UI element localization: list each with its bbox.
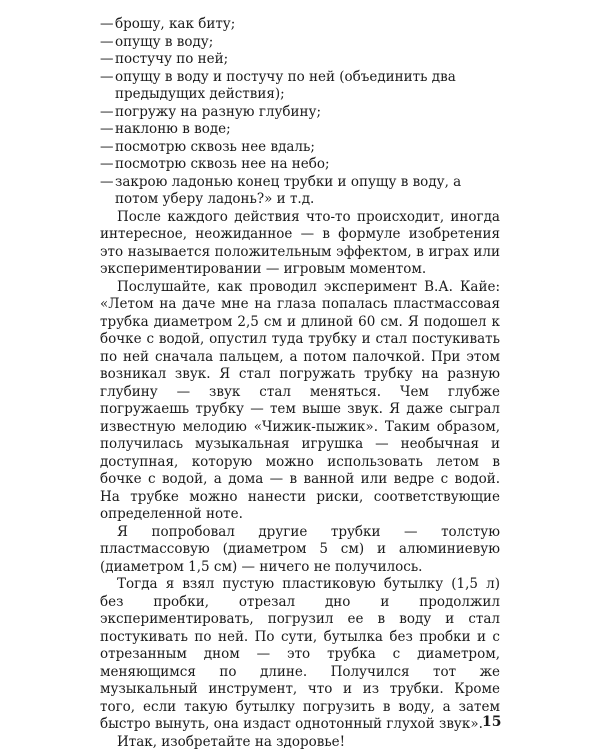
list-dash: — [100, 34, 114, 52]
list-dash: — [100, 139, 114, 157]
list-dash: — [100, 174, 114, 192]
list-item-text: постучу по ней; [115, 51, 500, 69]
list-item [100, 16, 500, 34]
page-body [100, 16, 500, 751]
list-item-text: опущу в воду и постучу по ней (объединить два предыдущих действия); [115, 69, 500, 104]
list-dash: — [100, 104, 114, 122]
list-item-text: опущу в воду; [115, 34, 500, 52]
list-item-text: брошу, как биту; [115, 16, 500, 34]
list-item-text: наклоню в воде; [115, 121, 500, 139]
action-list [100, 16, 500, 209]
paragraph-experiment: Послушайте, как проводил эксперимент В.А. Кайе: «Летом на даче мне на глаза попалась пластмассовая трубка диаметром 2,5 см и длиной 60 см. Я подошел к бочке с водой, опустил туда трубку и стал постукивать по ней сначала пальцем, а потом палочкой. При этом возникал звук. Я стал погружать трубку на разную глубину — звук стал меняться. Чем глубже погружаешь трубку — тем выше звук. Я даже сыграл известную мелодию «Чижик-пыжик». Таким образом, получилась музыкальная игрушка — необычная и доступная, которую можно использовать летом в бочке с водой, а дома — в ванной или ведре с водой. На трубке можно нанести риски, соответствующие определенной ноте. [100, 279, 500, 524]
list-item-text: посмотрю сквозь нее вдаль; [115, 139, 500, 157]
list-item-text: погружу на разную глубину; [115, 104, 500, 122]
list-item [100, 34, 500, 52]
list-dash: — [100, 121, 114, 139]
list-item [100, 51, 500, 69]
list-item [100, 104, 500, 122]
list-item-text: закрою ладонью конец трубки и опущу в воду, а потом уберу ладонь?» и т.д. [115, 174, 500, 209]
paragraph-bottle: Тогда я взял пустую пластиковую бутылку (1,5 л) без пробки, отрезал дно и продолжил экспериментировать, погрузил ее в воду и стал постукивать по ней. По сути, бутылка без пробки и с отрезанным дном — это трубка с диаметром, меняющимся по длине. Получился тот же музыкальный инструмент, что и из трубки. Кроме того, если такую бутылку погрузить в воду, а затем быстро вынуть, она издаст однотонный глухой звук». [100, 576, 500, 734]
paragraph-effect: После каждого действия что-то происходит, иногда интересное, неожиданное — в формуле изобретения это называется положительным эффектом, в играх или экспериментировании — игровым моментом. [100, 209, 500, 279]
list-item [100, 121, 500, 139]
list-dash: — [100, 156, 114, 174]
list-dash: — [100, 16, 114, 34]
page-number: 15 [482, 714, 501, 730]
paragraph-closing: Итак, изобретайте на здоровье! [100, 734, 500, 751]
list-item [100, 174, 500, 209]
list-item [100, 69, 500, 104]
list-item [100, 156, 500, 174]
list-dash: — [100, 69, 114, 87]
paragraph-other-tubes: Я попробовал другие трубки — толстую пластмассовую (диаметром 5 см) и алюминиевую (диаметром 1,5 см) — ничего не получилось. [100, 524, 500, 577]
list-item-text: посмотрю сквозь нее на небо; [115, 156, 500, 174]
list-item [100, 139, 500, 157]
list-dash: — [100, 51, 114, 69]
